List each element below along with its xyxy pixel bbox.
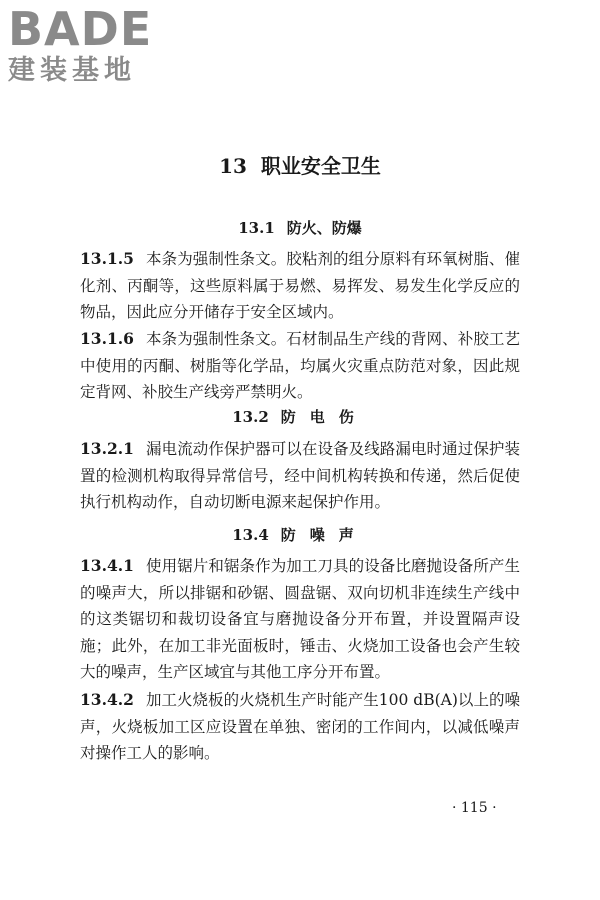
section-number: 13.1 <box>238 219 275 237</box>
clause-number: 13.1.5 <box>80 249 134 268</box>
section-title: 防电伤 <box>280 408 368 426</box>
section-title: 防火、防爆 <box>286 219 362 237</box>
clause-13-1-5 <box>80 246 520 326</box>
clause-text: 使用锯片和锯条作为加工刀具的设备比磨抛设备所产生的噪声大，所以排锯和砂锯、圆盘锯、双向切机非连续生产线中的这类锯切和裁切设备宜与磨抛设备分开布置，并设置隔声设施；此外，在加工非光面板时，锤击、火烧加工设备也会产生较大的噪声，生产区域宜与其他工序分开布置。 <box>80 557 520 681</box>
clause-text: 加工火烧板的火烧机生产时能产生100 dB(A)以上的噪声，火烧板加工区应设置在单独、密闭的工作间内，以减低噪声对操作工人的影响。 <box>80 691 520 762</box>
clause-number: 13.2.1 <box>80 439 134 458</box>
clause-number: 13.1.6 <box>80 329 134 348</box>
clause-text: 漏电流动作保护器可以在设备及线路漏电时通过保护装置的检测机构取得异常信号，经中间机构转换和传递，然后促使执行机构动作，自动切断电源来起保护作用。 <box>80 440 520 511</box>
clause-13-4-1 <box>80 553 520 686</box>
chapter-heading <box>0 150 600 179</box>
clause-text: 本条为强制性条文。石材制品生产线的背网、补胶工艺中使用的丙酮、树脂等化学品，均属火灾重点防范对象，因此规定背网、补胶生产线旁严禁明火。 <box>80 330 520 401</box>
section-number: 13.2 <box>232 408 269 426</box>
clause-13-2-1 <box>80 436 520 516</box>
section-number: 13.4 <box>232 526 269 544</box>
publisher-logo <box>8 2 188 86</box>
section-heading-13-1 <box>0 217 600 238</box>
section-title: 防噪声 <box>280 526 368 544</box>
logo-brand: BADE <box>8 2 153 56</box>
section-heading-13-2 <box>0 406 600 427</box>
section-heading-13-4 <box>0 524 600 545</box>
page-number: · 115 · <box>452 800 497 816</box>
chapter-number: 13 <box>219 154 247 178</box>
clause-number: 13.4.2 <box>80 690 134 709</box>
logo-chinese: 建装基地 <box>8 55 136 86</box>
clause-number: 13.4.1 <box>80 556 134 575</box>
chapter-title: 职业安全卫生 <box>260 154 381 178</box>
clause-13-1-6 <box>80 326 520 406</box>
clause-13-4-2 <box>80 687 520 767</box>
clause-text: 本条为强制性条文。胶粘剂的组分原料有环氧树脂、催化剂、丙酮等，这些原料属于易燃、易挥发、易发生化学反应的物品，因此应分开储存于安全区域内。 <box>80 250 520 321</box>
